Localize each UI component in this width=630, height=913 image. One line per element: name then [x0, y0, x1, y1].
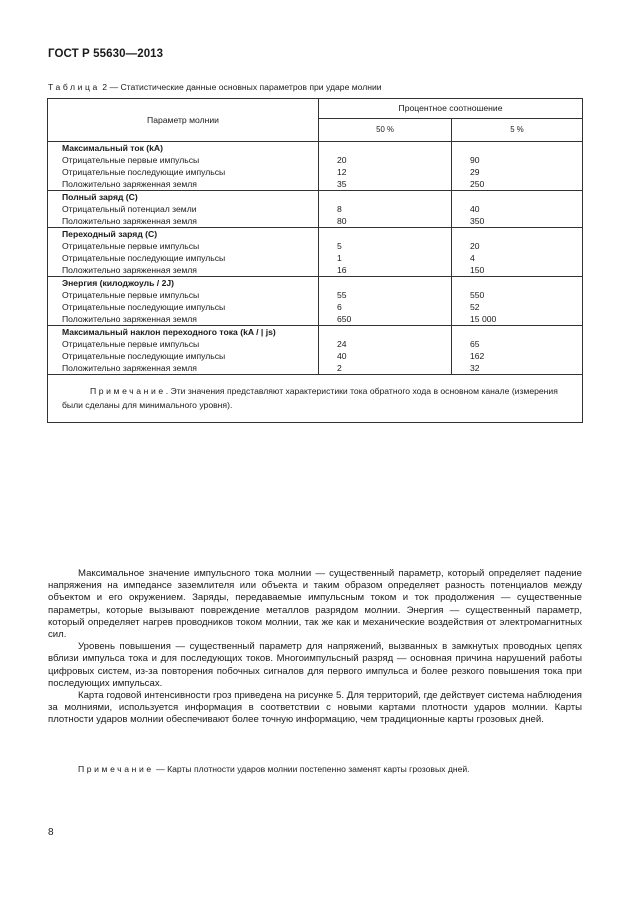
value-5-percent: 29 [470, 167, 480, 177]
value-5-cell [452, 277, 583, 326]
value-50-percent: 20 [337, 155, 347, 165]
parameter-cell [48, 277, 319, 326]
parameter-row-label: Положительно заряженная земля [62, 265, 197, 275]
value-50-percent: 1 [337, 253, 342, 263]
header-5-percent: 5 % [452, 118, 583, 141]
header-percentage: Процентное соотношение [319, 99, 583, 119]
body-paragraph: Уровень повышения — существенный параметр для напряжений, вызванных в замкнутых проводных цепях вблизи импульса тока и для последующих токов. Многоимпульсный разряд — основная причина нарушений работы цифровых систем, из-за повторения побочных сигналов для первого импульса и более резкого повышения тока при последующих импульсах. [48, 641, 582, 689]
parameter-row-label: Отрицательные последующие импульсы [62, 302, 226, 312]
value-50-percent: 16 [337, 265, 347, 275]
body-text [48, 568, 582, 727]
parameter-row-label: Положительно заряженная земля [62, 314, 197, 324]
parameter-group-title: Максимальный наклон переходного тока (kA / | js) [62, 327, 276, 337]
table-row [48, 228, 583, 277]
body-paragraph: Максимальное значение импульсного тока молнии — существенный параметр, который определяет падение напряжения на импедансе заземлителя или объекта и таким образом определяет разность потенциалов между объектом и его окружением. Заряды, передаваемые импульсным током и ток продолжения — существенные параметры, которые вызывают повреждение металлов разрядом молнии. Энергия — существенный параметр, который определяет нагрев проводников током молнии, так же как и механические воздействия от электромагнитных сил. [48, 568, 582, 641]
value-50-cell [319, 326, 452, 375]
parameter-cell [48, 191, 319, 228]
body-note-text: — Карты плотности ударов молнии постепенно заменят карты грозовых дней. [153, 764, 470, 774]
parameter-row-label: Отрицательные первые импульсы [62, 155, 200, 165]
value-50-cell [319, 142, 452, 191]
lightning-parameters-table [47, 98, 583, 423]
table-caption-prefix: Таблица [48, 82, 100, 92]
parameter-row-label: Положительно заряженная земля [62, 363, 197, 373]
value-5-percent: 32 [470, 363, 480, 373]
value-50-percent: 5 [337, 241, 342, 251]
value-5-percent: 350 [470, 216, 485, 226]
value-50-percent: 12 [337, 167, 347, 177]
table-note-prefix: Примечание [90, 386, 166, 396]
value-50-percent: 80 [337, 216, 347, 226]
parameter-row-label: Отрицательные первые импульсы [62, 290, 200, 300]
parameter-group-title: Полный заряд (C) [62, 192, 138, 202]
value-50-percent: 35 [337, 179, 347, 189]
parameter-row-label: Отрицательные первые импульсы [62, 241, 200, 251]
body-note [78, 764, 470, 774]
value-50-cell [319, 277, 452, 326]
parameter-group-title: Энергия (килоджоуль / 2J) [62, 278, 174, 288]
value-5-cell [452, 191, 583, 228]
page-number: 8 [48, 827, 54, 838]
table-note-text: . Эти значения представляют характеристики тока обратного хода в основном канале (измерения были сделаны для минимального уровня). [62, 386, 558, 410]
value-5-percent: 15 000 [470, 314, 497, 324]
parameter-cell [48, 326, 319, 375]
parameter-row-label: Отрицательные последующие импульсы [62, 351, 226, 361]
value-50-percent: 650 [337, 314, 352, 324]
value-50-percent: 55 [337, 290, 347, 300]
value-5-percent: 40 [470, 204, 480, 214]
parameter-row-label: Отрицательные последующие импульсы [62, 253, 226, 263]
value-5-percent: 150 [470, 265, 485, 275]
table-row [48, 277, 583, 326]
value-5-percent: 550 [470, 290, 485, 300]
value-50-percent: 2 [337, 363, 342, 373]
value-5-cell [452, 326, 583, 375]
body-note-prefix: Примечание [78, 764, 154, 774]
parameter-row-label: Положительно заряженная земля [62, 216, 197, 226]
document-standard-header: ГОСТ Р 55630—2013 [48, 48, 164, 60]
table-note [48, 375, 583, 423]
parameter-row-label: Отрицательные последующие импульсы [62, 167, 226, 177]
table-row [48, 326, 583, 375]
parameter-row-label: Отрицательный потенциал земли [62, 204, 197, 214]
parameter-row-label: Отрицательные первые импульсы [62, 339, 200, 349]
parameter-group-title: Максимальный ток (kA) [62, 143, 164, 153]
header-50-percent: 50 % [319, 118, 452, 141]
value-50-percent: 6 [337, 302, 342, 312]
parameter-group-title: Переходный заряд (C) [62, 229, 158, 239]
value-50-percent: 24 [337, 339, 347, 349]
value-50-cell [319, 228, 452, 277]
value-5-percent: 4 [470, 253, 475, 263]
value-5-percent: 20 [470, 241, 480, 251]
value-50-percent: 40 [337, 351, 347, 361]
value-5-percent: 52 [470, 302, 480, 312]
header-parameter: Параметр молнии [48, 99, 319, 142]
value-5-cell [452, 228, 583, 277]
table-caption-text: 2 — Статистические данные основных параметров при ударе молнии [99, 82, 382, 92]
value-5-percent: 65 [470, 339, 480, 349]
value-5-percent: 250 [470, 179, 485, 189]
table-row [48, 142, 583, 191]
parameter-row-label: Положительно заряженная земля [62, 179, 197, 189]
value-5-percent: 90 [470, 155, 480, 165]
parameter-cell [48, 142, 319, 191]
parameter-cell [48, 228, 319, 277]
table-caption [48, 82, 382, 92]
body-paragraph: Карта годовой интенсивности гроз приведена на рисунке 5. Для территорий, где действует система наблюдения за молниями, используется информация в соответствии с новыми картами плотности ударов молнии. Карты плотности ударов молнии обеспечивают более точную информацию, чем традиционные карты грозовых дней. [48, 690, 582, 726]
table-row [48, 191, 583, 228]
value-5-cell [452, 142, 583, 191]
value-50-percent: 8 [337, 204, 342, 214]
value-50-cell [319, 191, 452, 228]
value-5-percent: 162 [470, 351, 485, 361]
